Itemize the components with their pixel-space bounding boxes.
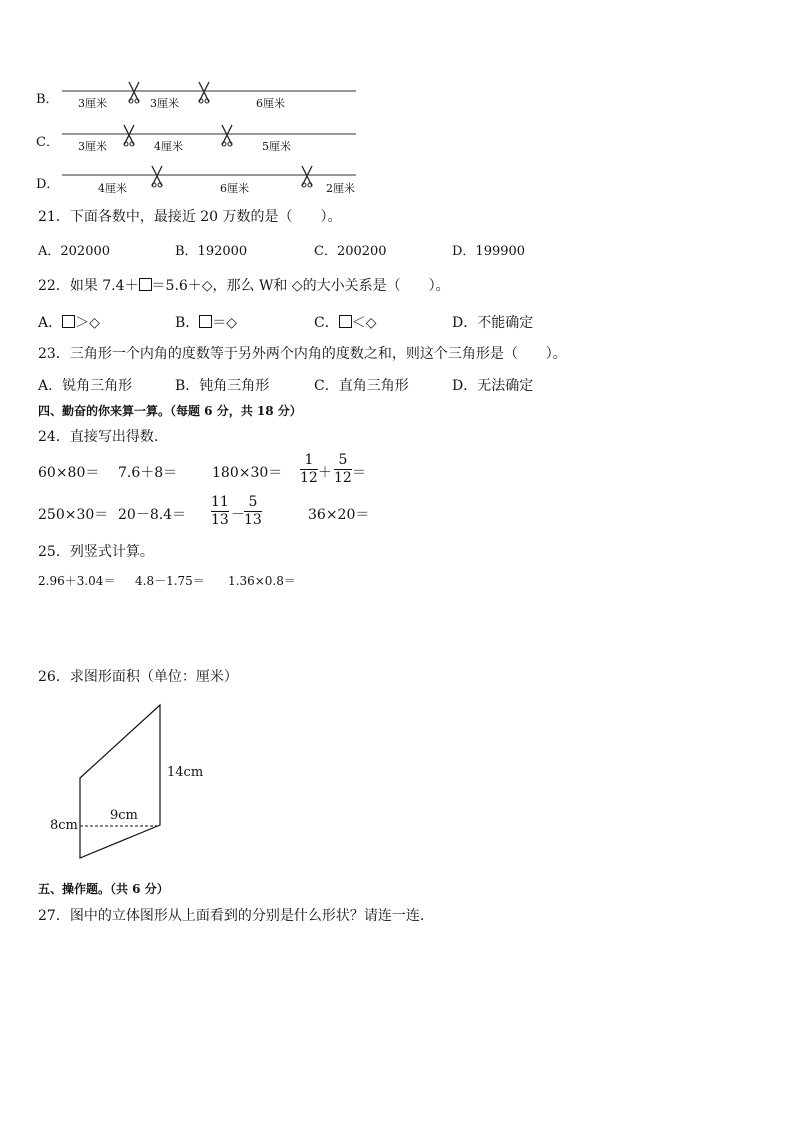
- operator: ＋: [318, 465, 332, 481]
- option-b-letter: B．: [36, 92, 59, 107]
- q24-stem: 24．直接写出得数.: [38, 429, 159, 445]
- q21-option-d: D．199900: [452, 244, 526, 259]
- vertical-calc-item: 2.96＋3.04＝: [38, 574, 116, 588]
- segment-label: 3厘米: [150, 97, 179, 110]
- segment-label: 4厘米: [98, 182, 127, 195]
- option-c-letter: C．: [36, 135, 59, 150]
- q27-stem: 27．图中的立体图形从上面看到的分别是什么形状？请连一连.: [38, 908, 425, 924]
- option-relation: ＞◇: [75, 315, 100, 331]
- calc-item: 20－8.4＝: [118, 507, 187, 523]
- q23-option-c: C．直角三角形: [314, 378, 409, 394]
- fraction: [211, 494, 229, 529]
- square-icon: [62, 315, 75, 328]
- segment-label: 6厘米: [220, 182, 249, 195]
- trapezoid-figure: [40, 700, 240, 870]
- denominator: 12: [334, 470, 352, 486]
- option-d-letter: D．: [36, 177, 60, 192]
- option-letter: C．: [314, 315, 339, 331]
- fraction: [334, 452, 352, 487]
- calc-item: 36×20＝: [308, 507, 370, 523]
- q25-stem: 25．列竖式计算。: [38, 544, 154, 560]
- square-icon: [199, 315, 212, 328]
- q22-option-c: [314, 312, 377, 332]
- square-icon: [339, 315, 352, 328]
- q22-option-d: D．不能确定: [452, 315, 534, 331]
- section-5-heading: 五、操作题。（共 6 分）: [38, 882, 169, 896]
- scissors-icon: [222, 125, 232, 146]
- denominator: 13: [244, 512, 262, 528]
- segment-label: 2厘米: [326, 182, 355, 195]
- q22-option-b: [175, 312, 237, 332]
- scissors-icon: [152, 166, 162, 187]
- vertical-calc-item: 1.36×0.8＝: [228, 574, 296, 588]
- scissors-icon: [129, 82, 139, 103]
- section-4-heading: 四、勤奋的你来算一算。（每题 6 分，共 18 分）: [38, 404, 302, 418]
- segment-label: 5厘米: [262, 140, 291, 153]
- q22-stem: [38, 275, 450, 295]
- calc-item: 250×30＝: [38, 507, 109, 523]
- q26-stem: 26．求图形面积（单位：厘米）: [38, 669, 238, 685]
- scissors-icon: [124, 125, 134, 146]
- numerator: 1: [304, 452, 314, 468]
- q21-option-c: C．200200: [314, 244, 387, 259]
- q23-stem: 23．三角形一个内角的度数等于另外两个内角的度数之和，则这个三角形是（ ）。: [38, 346, 567, 362]
- calc-item: 180×30＝: [212, 465, 283, 481]
- q21-option-b: B．192000: [175, 244, 248, 259]
- numerator: 11: [211, 494, 229, 510]
- segment-label: 3厘米: [78, 140, 107, 153]
- scissors-icon: [199, 82, 209, 103]
- segment-label: 3厘米: [78, 97, 107, 110]
- scissors-icon: [302, 166, 312, 187]
- q22-option-a: [38, 312, 100, 332]
- option-relation: ＝◇: [212, 315, 238, 331]
- q21-stem: 21．下面各数中，最接近 20 万数的是（ ）。: [38, 209, 342, 225]
- denominator: 12: [300, 470, 318, 486]
- label-left-side: 8cm: [50, 818, 78, 833]
- option-relation: ＜◇: [351, 315, 377, 331]
- square-icon: [139, 278, 152, 291]
- q23-option-d: D．无法确定: [452, 378, 534, 394]
- numerator: 5: [338, 452, 348, 468]
- numerator: 5: [248, 494, 258, 510]
- equals-sign: ＝: [352, 465, 366, 481]
- option-letter: B．: [175, 315, 200, 331]
- q22-stem-a: 22．如果 7.4＋: [38, 278, 139, 294]
- vertical-calc-item: 4.8－1.75＝: [135, 574, 205, 588]
- q23-option-b: B．钝角三角形: [175, 378, 270, 394]
- label-height-right: 14cm: [167, 765, 204, 780]
- label-height-dashed: 9cm: [110, 808, 138, 823]
- calc-item: 60×80＝: [38, 465, 100, 481]
- calc-item: 7.6＋8＝: [118, 465, 178, 481]
- q21-option-a: A．202000: [38, 244, 111, 259]
- segment-label: 6厘米: [256, 97, 285, 110]
- denominator: 13: [211, 512, 229, 528]
- segment-label: 4厘米: [154, 140, 183, 153]
- q22-stem-b: ＝5.6＋◇，那么 W和 ◇的大小关系是（ ）。: [151, 278, 450, 294]
- operator: －: [231, 507, 245, 523]
- q23-option-a: A．锐角三角形: [38, 378, 133, 394]
- fraction: [244, 494, 262, 529]
- fraction: [300, 452, 318, 487]
- option-letter: A．: [38, 315, 63, 331]
